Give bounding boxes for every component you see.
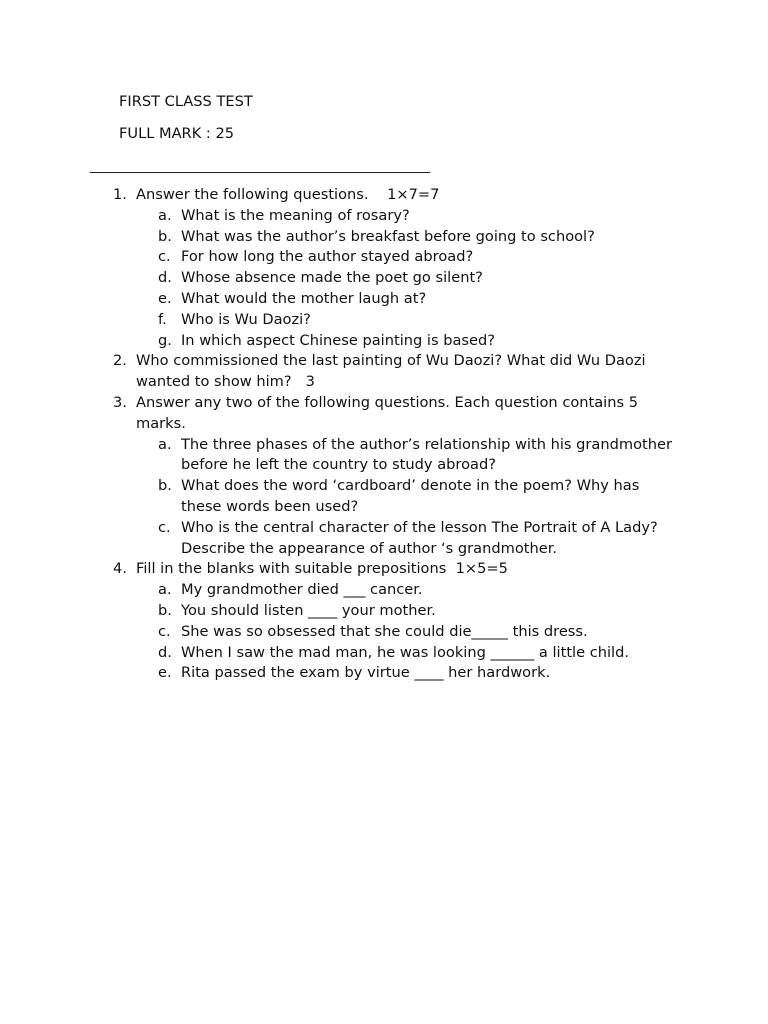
question-number: 1. bbox=[113, 186, 127, 203]
sub-question-text: My grandmother died ___ cancer. bbox=[181, 581, 423, 599]
sub-question-text: Whose absence made the poet go silent? bbox=[181, 269, 483, 287]
sub-question-text: Rita passed the exam by virtue ____ her hardwork. bbox=[181, 664, 551, 682]
sub-question-text: The three phases of the author’s relationship with his grandmother before he left the country to study abroad? bbox=[181, 435, 672, 474]
question-number: 2. bbox=[113, 352, 127, 370]
sub-question-letter: e. bbox=[158, 664, 172, 682]
sub-question-1a bbox=[0, 206, 676, 227]
question-text: Fill in the blanks with suitable prepositions bbox=[136, 560, 447, 578]
sub-question-4c bbox=[0, 622, 676, 643]
question-marks: 1×5=5 bbox=[446, 560, 508, 578]
page-title: FIRST CLASS TEST bbox=[119, 93, 253, 110]
question-text: Answer the following questions. bbox=[136, 186, 369, 203]
sub-question-4d bbox=[0, 643, 676, 664]
question-text: Answer any two of the following questions. Each question contains 5 marks. bbox=[136, 393, 639, 432]
sub-question-1b bbox=[0, 227, 676, 248]
sub-question-text: For how long the author stayed abroad? bbox=[181, 248, 474, 266]
question-list bbox=[0, 185, 768, 684]
sub-question-letter: b. bbox=[158, 477, 172, 495]
sub-question-text: Who is Wu Daozi? bbox=[181, 310, 311, 328]
sub-question-letter: c. bbox=[158, 622, 171, 640]
sub-question-1f bbox=[0, 310, 676, 331]
sub-question-text: What does the word ‘cardboard’ denote in the poem? Why has these words been used? bbox=[181, 477, 640, 515]
sub-question-letter: b. bbox=[158, 227, 172, 245]
question-marks: 1×7=7 bbox=[368, 186, 440, 203]
sub-question-text: What is the meaning of rosary? bbox=[181, 206, 410, 224]
sub-question-text: In which aspect Chinese painting is based? bbox=[181, 331, 495, 349]
sub-question-letter: d. bbox=[158, 643, 172, 661]
question-1 bbox=[0, 185, 676, 206]
question-number: 4. bbox=[113, 560, 127, 578]
question-4 bbox=[0, 559, 676, 580]
sub-question-text: Who is the central character of the lesson The Portrait of A Lady? Describe the appearance of author ‘s grandmother. bbox=[181, 518, 658, 557]
full-mark-label: FULL MARK : 25 bbox=[119, 125, 235, 142]
question-number: 3. bbox=[113, 393, 127, 411]
sub-question-letter: c. bbox=[158, 518, 171, 536]
sub-question-text: She was so obsessed that she could die_____ this dress. bbox=[181, 622, 588, 640]
sub-question-3b bbox=[0, 476, 676, 518]
sub-question-letter: f. bbox=[158, 310, 167, 328]
sub-question-letter: e. bbox=[158, 289, 172, 307]
sub-question-4b bbox=[0, 601, 676, 622]
sub-question-letter: c. bbox=[158, 248, 171, 266]
sub-question-letter: a. bbox=[158, 581, 172, 599]
sub-question-text: You should listen ____ your mother. bbox=[181, 601, 436, 619]
sub-question-letter: b. bbox=[158, 601, 172, 619]
question-2 bbox=[0, 351, 676, 393]
sub-question-1g bbox=[0, 331, 676, 352]
sub-question-letter: a. bbox=[158, 435, 172, 453]
sub-question-1c bbox=[0, 247, 676, 268]
sub-question-letter: a. bbox=[158, 206, 172, 224]
sub-question-text: What was the author’s breakfast before going to school? bbox=[181, 227, 595, 245]
sub-question-letter: d. bbox=[158, 269, 172, 287]
question-3 bbox=[0, 393, 676, 435]
sub-question-1e bbox=[0, 289, 676, 310]
sub-question-3c bbox=[0, 518, 676, 560]
sub-question-text: When I saw the mad man, he was looking ______ a little child. bbox=[181, 643, 630, 661]
question-text: Who commissioned the last painting of Wu Daozi? What did Wu Daozi wanted to show him? bbox=[136, 352, 646, 391]
divider-line bbox=[90, 172, 430, 173]
sub-question-4e bbox=[0, 663, 676, 684]
sub-question-letter: g. bbox=[158, 331, 172, 349]
sub-question-4a bbox=[0, 580, 676, 601]
question-marks: 3 bbox=[291, 373, 315, 391]
sub-question-1d bbox=[0, 268, 676, 289]
sub-question-3a bbox=[0, 435, 676, 477]
sub-question-text: What would the mother laugh at? bbox=[181, 289, 427, 307]
